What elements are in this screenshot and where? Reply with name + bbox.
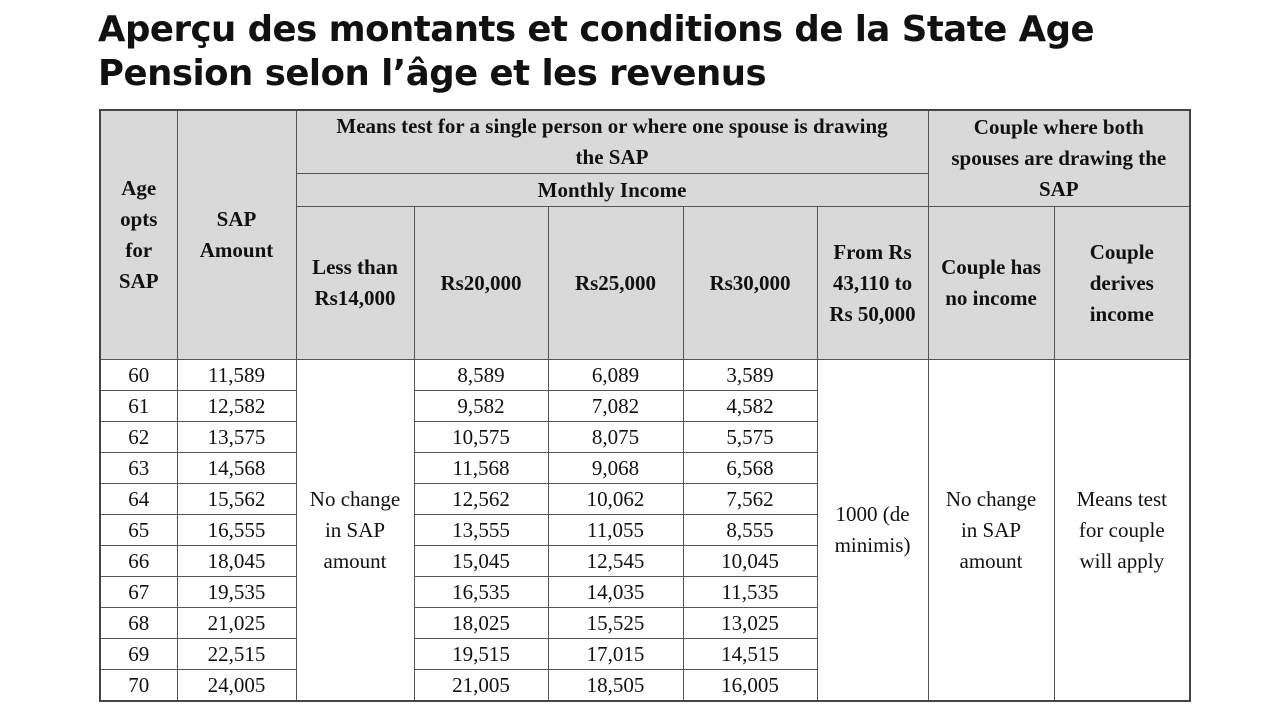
- rs20000-cell: 10,575: [414, 422, 548, 453]
- sap-amount-cell: 13,575: [177, 422, 296, 453]
- sap-amount-cell: 19,535: [177, 577, 296, 608]
- header-less-than-14000: Less than Rs14,000: [296, 207, 414, 360]
- age-cell: 60: [100, 360, 177, 391]
- age-cell: 70: [100, 670, 177, 702]
- age-cell: 69: [100, 639, 177, 670]
- rs20000-cell: 9,582: [414, 391, 548, 422]
- sap-amount-cell: 18,045: [177, 546, 296, 577]
- age-cell: 68: [100, 608, 177, 639]
- rs25000-cell: 9,068: [548, 453, 683, 484]
- header-couple-derives-income: Couple derives income: [1054, 207, 1190, 360]
- rs25000-cell: 11,055: [548, 515, 683, 546]
- rs25000-cell: 8,075: [548, 422, 683, 453]
- rs25000-cell: 14,035: [548, 577, 683, 608]
- page-title: [98, 8, 1218, 96]
- header-couple-group: Couple where both spouses are drawing the SAP: [928, 110, 1190, 207]
- age-cell: 67: [100, 577, 177, 608]
- age-cell: 62: [100, 422, 177, 453]
- rs25000-cell: 17,015: [548, 639, 683, 670]
- header-sap-amount: SAP Amount: [177, 110, 296, 360]
- sap-amount-cell: 22,515: [177, 639, 296, 670]
- rs30000-cell: 10,045: [683, 546, 817, 577]
- from-43110-cell: 1000 (de minimis): [817, 360, 928, 702]
- rs20000-cell: 13,555: [414, 515, 548, 546]
- rs20000-cell: 21,005: [414, 670, 548, 702]
- sap-amount-cell: 21,025: [177, 608, 296, 639]
- header-from-43110: From Rs 43,110 to Rs 50,000: [817, 207, 928, 360]
- sap-amount-cell: 14,568: [177, 453, 296, 484]
- table-header: [100, 110, 1190, 360]
- age-cell: 65: [100, 515, 177, 546]
- header-rs30000: Rs30,000: [683, 207, 817, 360]
- rs30000-cell: 5,575: [683, 422, 817, 453]
- sap-amount-cell: 15,562: [177, 484, 296, 515]
- rs20000-cell: 15,045: [414, 546, 548, 577]
- sap-amount-cell: 16,555: [177, 515, 296, 546]
- age-cell: 63: [100, 453, 177, 484]
- header-rs25000: Rs25,000: [548, 207, 683, 360]
- sap-amount-cell: 24,005: [177, 670, 296, 702]
- couple-derives-income-cell: Means test for couple will apply: [1054, 360, 1190, 702]
- table-body: [100, 360, 1190, 702]
- age-cell: 61: [100, 391, 177, 422]
- rs20000-cell: 18,025: [414, 608, 548, 639]
- rs25000-cell: 6,089: [548, 360, 683, 391]
- header-means-test: Means test for a single person or where one spouse is drawing the SAP: [296, 110, 928, 174]
- rs30000-cell: 6,568: [683, 453, 817, 484]
- rs20000-cell: 11,568: [414, 453, 548, 484]
- page-title-line-1: Aperçu des montants et conditions de la State Age: [98, 9, 1095, 50]
- rs20000-cell: 12,562: [414, 484, 548, 515]
- age-cell: 66: [100, 546, 177, 577]
- rs30000-cell: 4,582: [683, 391, 817, 422]
- header-age: Age opts for SAP: [100, 110, 177, 360]
- rs30000-cell: 3,589: [683, 360, 817, 391]
- rs25000-cell: 7,082: [548, 391, 683, 422]
- table-row: [100, 360, 1190, 391]
- sap-table: [99, 109, 1191, 702]
- rs30000-cell: 16,005: [683, 670, 817, 702]
- rs30000-cell: 8,555: [683, 515, 817, 546]
- sap-amount-cell: 12,582: [177, 391, 296, 422]
- rs25000-cell: 12,545: [548, 546, 683, 577]
- age-cell: 64: [100, 484, 177, 515]
- rs30000-cell: 7,562: [683, 484, 817, 515]
- rs30000-cell: 13,025: [683, 608, 817, 639]
- rs20000-cell: 16,535: [414, 577, 548, 608]
- rs25000-cell: 10,062: [548, 484, 683, 515]
- header-rs20000: Rs20,000: [414, 207, 548, 360]
- header-couple-no-income: Couple has no income: [928, 207, 1054, 360]
- rs30000-cell: 14,515: [683, 639, 817, 670]
- sap-amount-cell: 11,589: [177, 360, 296, 391]
- rs20000-cell: 8,589: [414, 360, 548, 391]
- header-monthly-income: Monthly Income: [296, 174, 928, 207]
- couple-no-income-cell: No change in SAP amount: [928, 360, 1054, 702]
- page-title-line-2: Pension selon l’âge et les revenus: [98, 53, 767, 94]
- rs20000-cell: 19,515: [414, 639, 548, 670]
- less-than-14000-cell: No change in SAP amount: [296, 360, 414, 702]
- rs25000-cell: 18,505: [548, 670, 683, 702]
- rs25000-cell: 15,525: [548, 608, 683, 639]
- rs30000-cell: 11,535: [683, 577, 817, 608]
